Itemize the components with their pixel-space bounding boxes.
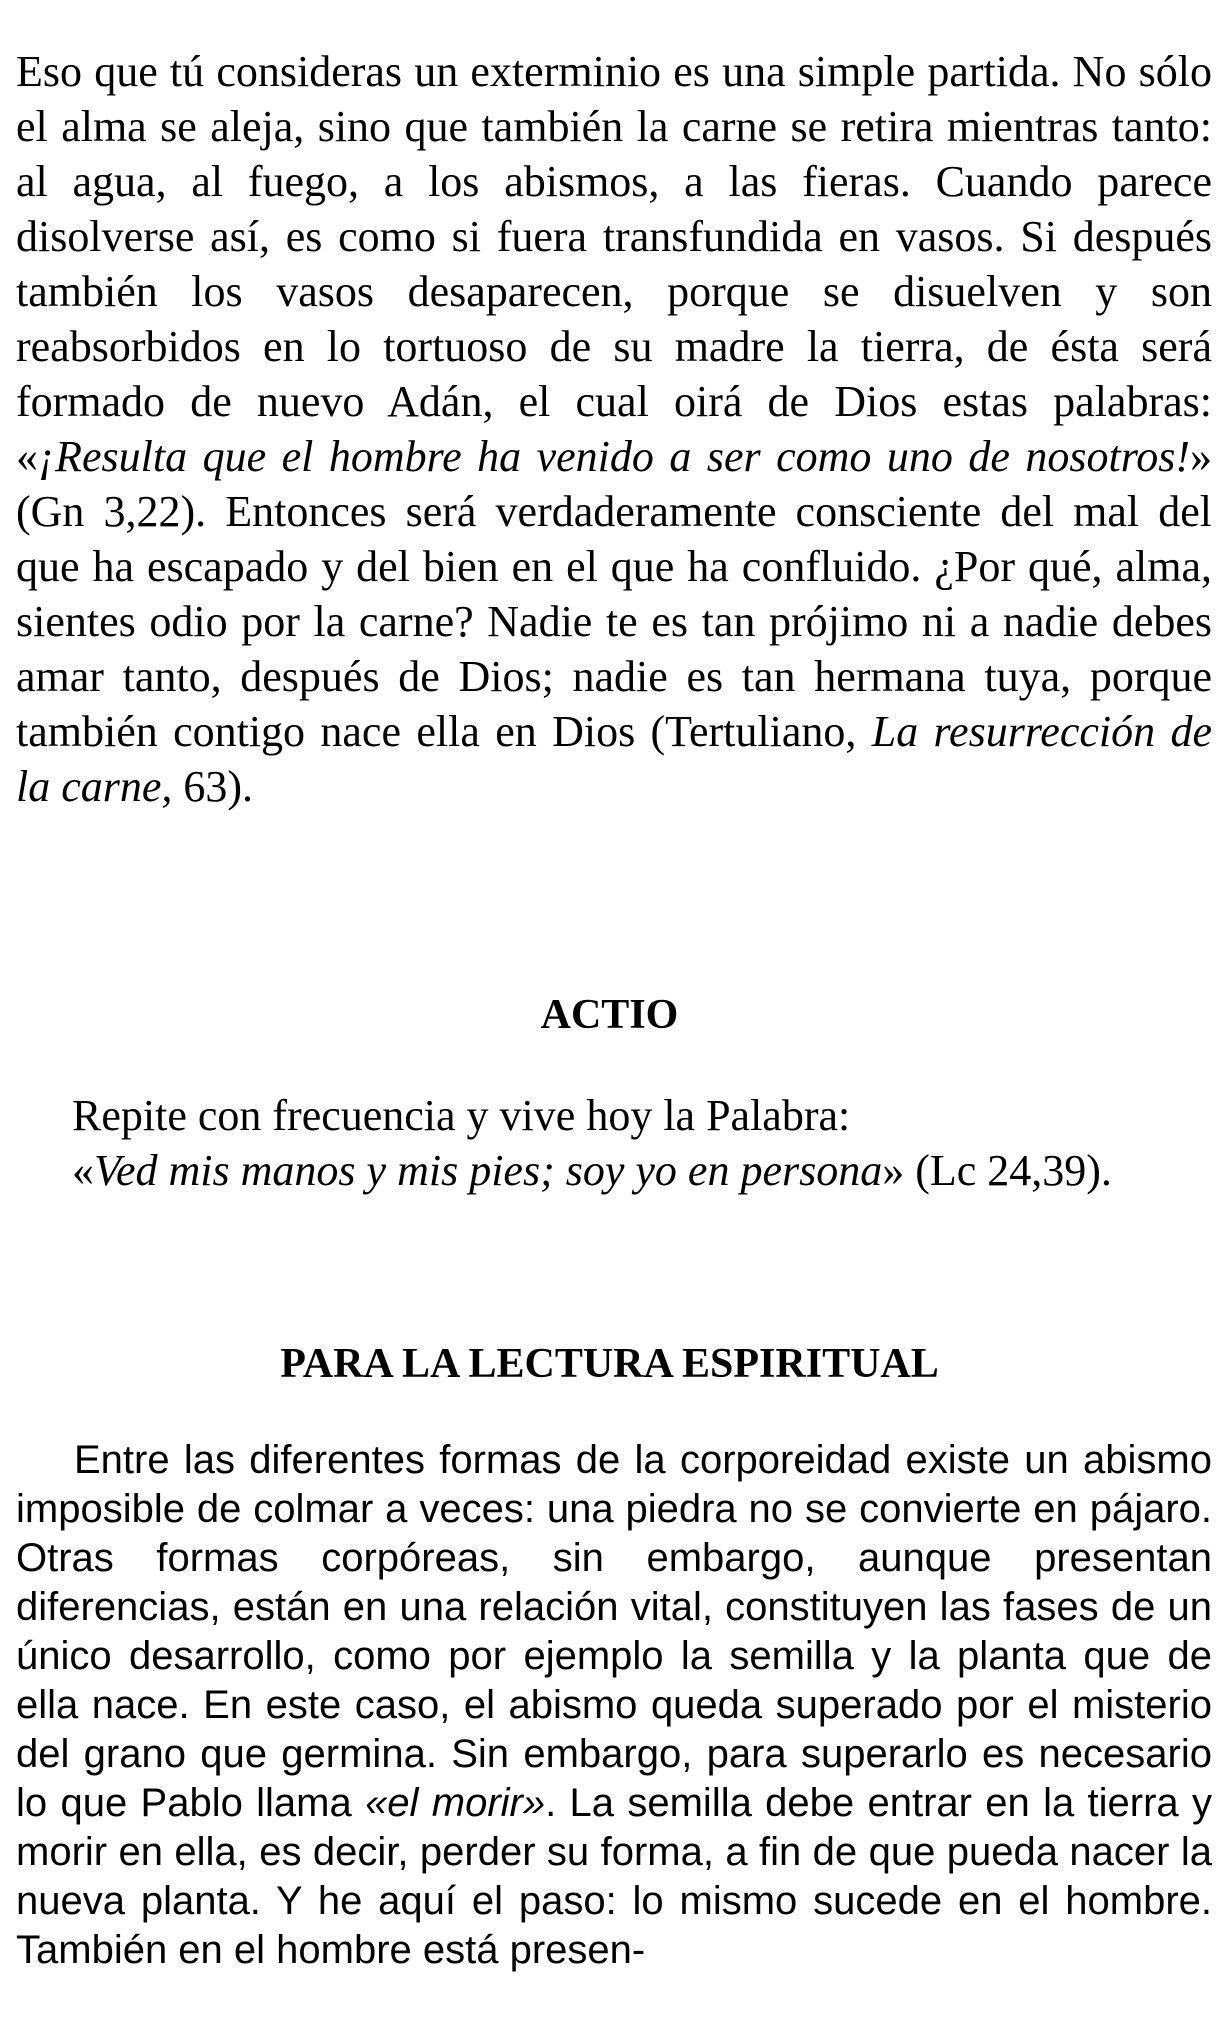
- actio-quote-open: «: [72, 1146, 94, 1195]
- genesis-quote: ¡Resulta que el hombre ha venido a ser como uno de nosotros!: [38, 432, 1190, 481]
- actio-reference: (Lc 24,39).: [904, 1146, 1112, 1195]
- actio-quote: Ved mis manos y mis pies; soy yo en persona: [94, 1146, 883, 1195]
- tertullian-passage: [16, 44, 1212, 814]
- source-title: La resurrección de la carne,: [16, 707, 1212, 811]
- actio-quote-line: [72, 1143, 1212, 1198]
- passage-text-3: 63).: [172, 762, 254, 811]
- actio-instruction: Repite con frecuencia y vive hoy la Palabra:: [72, 1091, 851, 1140]
- passage-text-1: Eso que tú consideras un exterminio es una simple partida. No sólo el alma se aleja, sino que también la carne se retira mientras tanto: al agua, al fuego, a los abismos, a las fieras. Cuando parece disolverse así, es como si fuera transfundida en vasos. Si después también los vasos desaparecen, porque se disuelven y son reabsorbidos en lo tortuoso de su madre la tierra, de ésta será formado de nuevo Adán, el cual oirá de Dios estas palabras: «: [16, 47, 1212, 481]
- lectura-passage: [16, 1436, 1212, 1975]
- lectura-quote: «el morir»: [365, 1781, 546, 1825]
- actio-heading: ACTIO: [540, 992, 679, 1038]
- passage-text-2: » (Gn 3,22). Entonces será verdaderamente consciente del mal del que ha escapado y del bien en el que ha confluido. ¿Por qué, alma, sientes odio por la carne? Nadie te es tan prójimo ni a nadie debes amar tanto, después de Dios; nadie es tan hermana tuya, porque también contigo nace ella en Dios (Tertuliano,: [16, 432, 1212, 756]
- actio-quote-close: »: [882, 1146, 905, 1195]
- lectura-text-2: . La semilla debe entrar en la tierra y morir en ella, es decir, perder su forma, a fin de que pueda nacer la nueva planta. Y he aquí el paso: lo mismo sucede en el hombre. También en el hombre está presen-: [16, 1781, 1213, 1972]
- lectura-text-1: Entre las diferentes formas de la corporeidad existe un abismo imposible de colmar a veces: una piedra no se convierte en pájaro. Otras formas corpóreas, sin embargo, aunque presentan diferencias, están en una relación vital, constituyen las fases de un único desarrollo, como por ejemplo la semilla y la planta que de ella nace. En este caso, el abismo queda superado por el misterio del grano que germina. Sin embargo, para superarlo es necesario lo que Pablo llama: [16, 1438, 1212, 1825]
- lectura-heading: PARA LA LECTURA ESPIRITUAL: [280, 1341, 939, 1387]
